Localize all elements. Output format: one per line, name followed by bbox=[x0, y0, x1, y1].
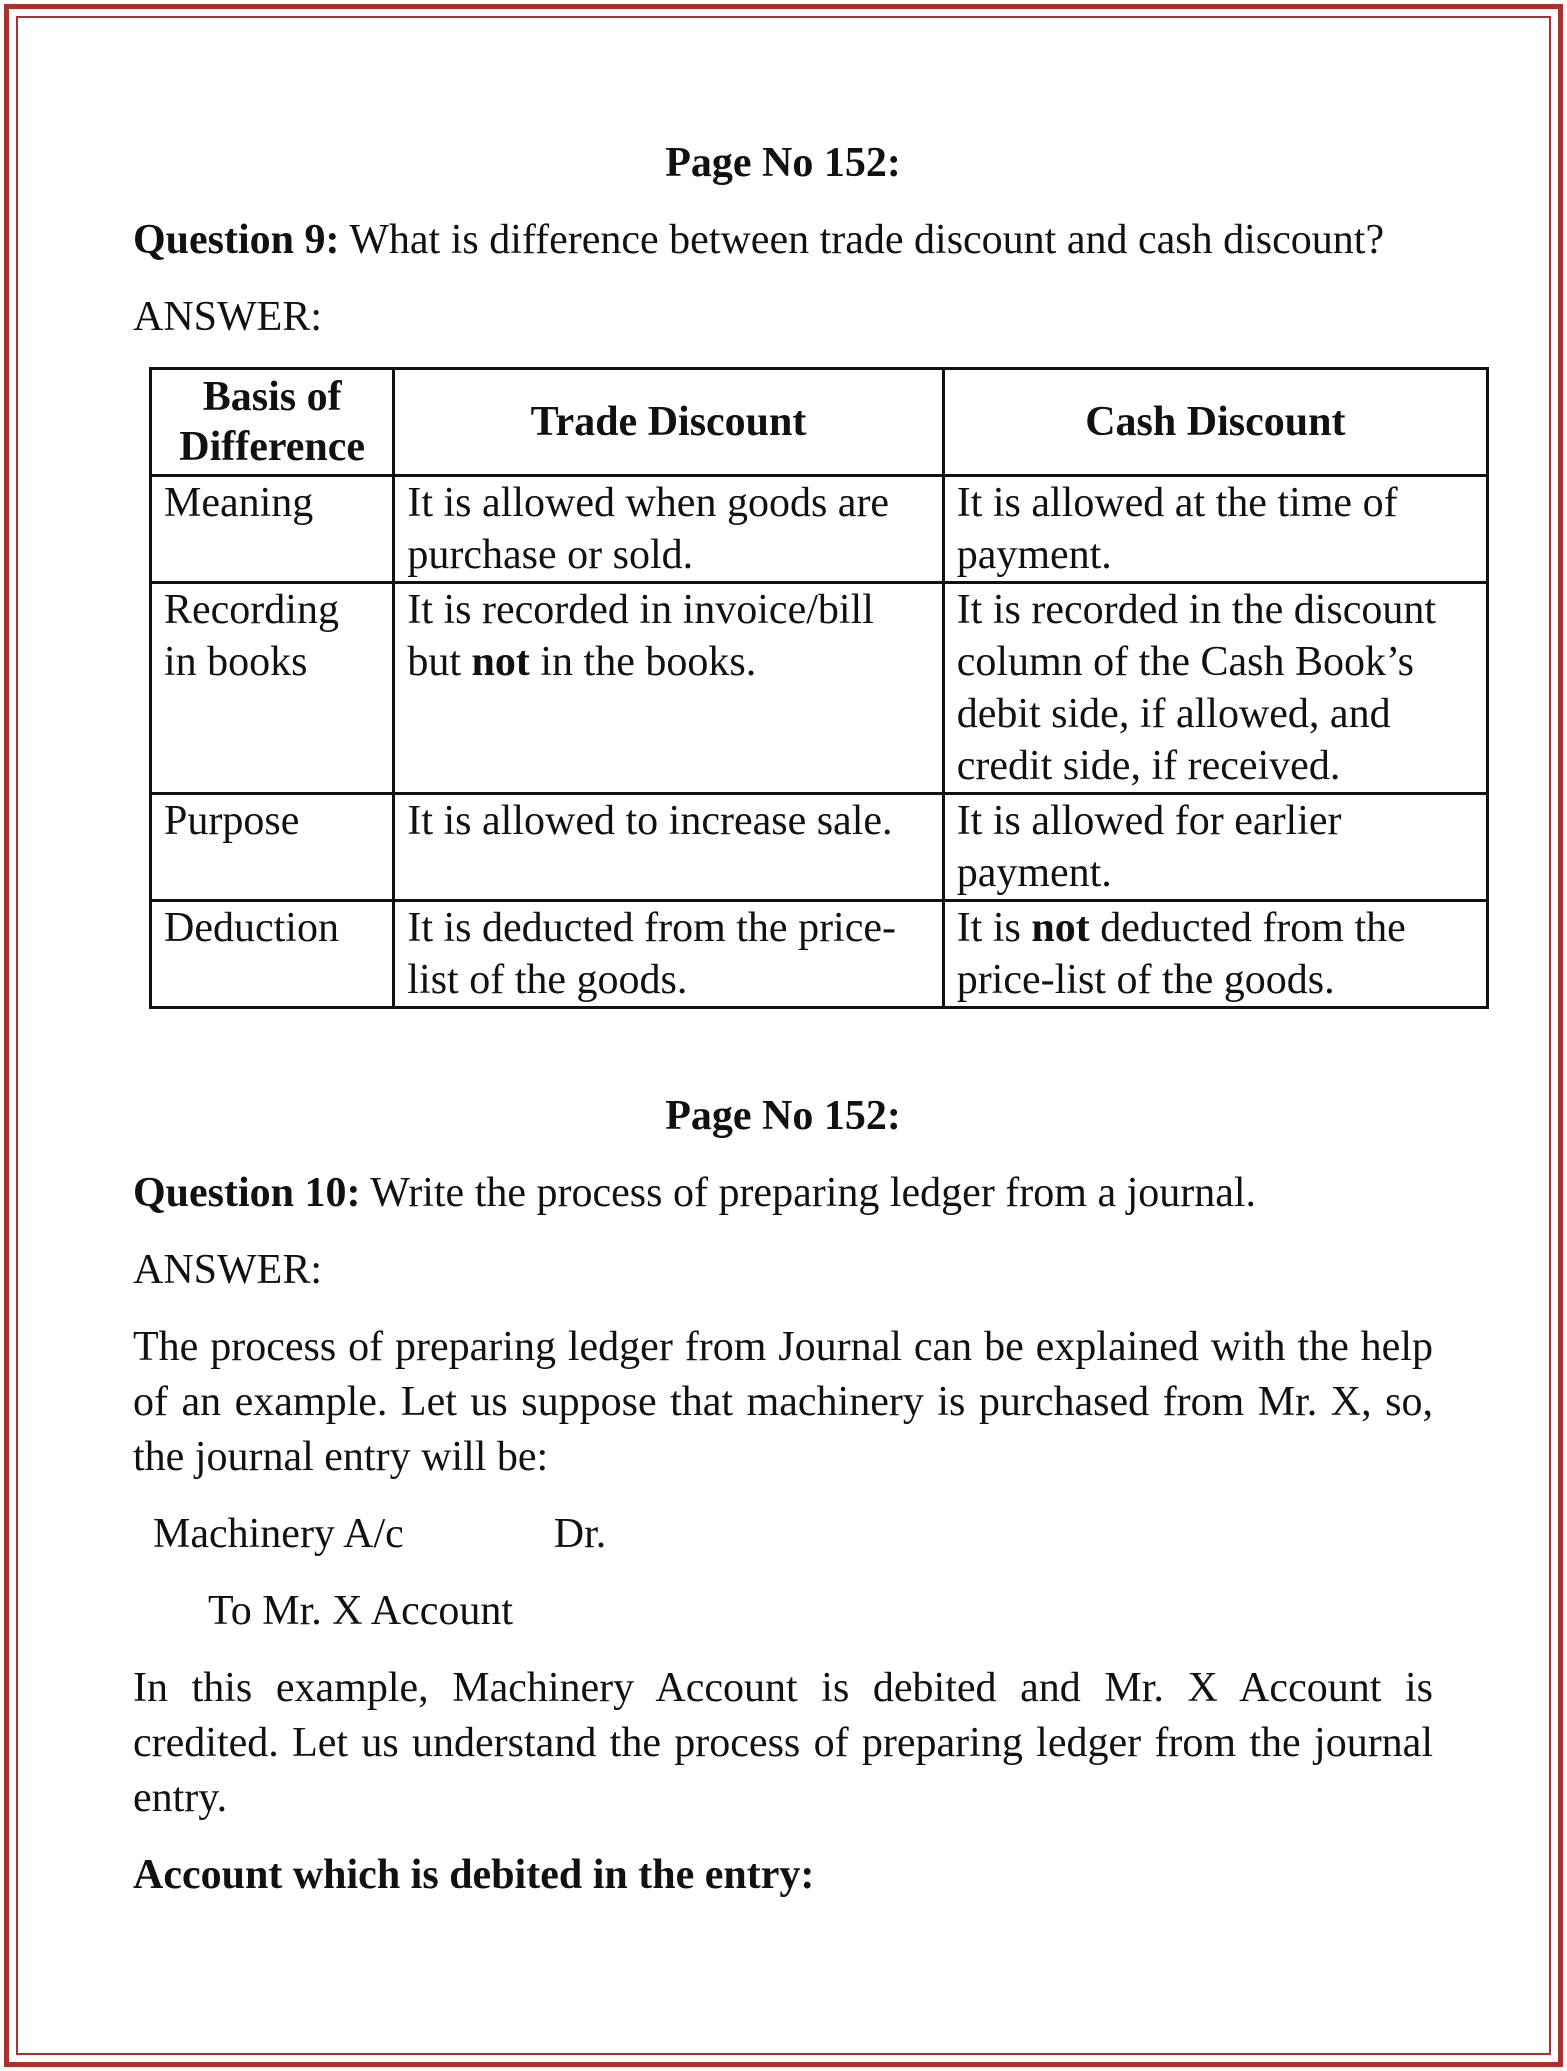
question-label: Question 9: bbox=[133, 217, 340, 263]
table-header-row bbox=[151, 369, 1488, 476]
header-cash-discount: Cash Discount bbox=[943, 369, 1487, 476]
subheading: Account which is debited in the entry: bbox=[133, 1852, 815, 1898]
cell-cash: It is recorded in the discount column of the Cash Book’s debit side, if allowed, and credit side, if received. bbox=[943, 583, 1487, 794]
question-label: Question 10: bbox=[133, 1170, 361, 1216]
journal-entry-credit: To Mr. X Account bbox=[208, 1588, 514, 1634]
document-content bbox=[133, 136, 1437, 1903]
answer-label: ANSWER: bbox=[133, 294, 322, 340]
header-trade-discount: Trade Discount bbox=[394, 369, 943, 476]
cell-text: in the books. bbox=[529, 639, 757, 685]
debit-account: Machinery A/c bbox=[153, 1511, 404, 1557]
cell-text: It is recorded in invoice/bill but bbox=[407, 587, 874, 685]
cell-cash: It is allowed for earlier payment. bbox=[943, 794, 1487, 901]
paragraph: The process of preparing ledger from Journal can be explained with the help of an example. Let us suppose that machinery is purchased from Mr. X, so, the journal entry will be: bbox=[133, 1324, 1433, 1480]
cell-text-bold: not bbox=[471, 639, 530, 685]
cell-basis: Deduction bbox=[151, 901, 394, 1008]
table-row bbox=[151, 583, 1488, 794]
journal-entry-debit bbox=[153, 1507, 1433, 1562]
cell-text: It is bbox=[956, 905, 1032, 951]
cell-text-bold: not bbox=[1031, 905, 1090, 951]
cell-trade: It is allowed to increase sale. bbox=[394, 794, 943, 901]
question-9 bbox=[133, 213, 1433, 268]
table-row bbox=[151, 794, 1488, 901]
paragraph: In this example, Machinery Account is debited and Mr. X Account is credited. Let us understand the process of preparing ledger from the journal entry. bbox=[133, 1665, 1433, 1821]
question-text: What is difference between trade discount and cash discount? bbox=[349, 217, 1385, 263]
header-basis: Basis of Difference bbox=[151, 369, 394, 476]
cell-basis: Recording in books bbox=[151, 583, 394, 794]
cell-cash bbox=[943, 901, 1487, 1008]
page-number-heading: Page No 152: bbox=[665, 1093, 901, 1139]
table-row bbox=[151, 476, 1488, 583]
cell-trade bbox=[394, 583, 943, 794]
difference-table bbox=[149, 367, 1489, 1009]
cell-basis: Meaning bbox=[151, 476, 394, 583]
cell-basis: Purpose bbox=[151, 794, 394, 901]
cell-trade: It is deducted from the price-list of the goods. bbox=[394, 901, 943, 1008]
table-row bbox=[151, 901, 1488, 1008]
page-number-heading: Page No 152: bbox=[665, 140, 901, 186]
question-text: Write the process of preparing ledger from a journal. bbox=[370, 1170, 1257, 1216]
cell-trade: It is allowed when goods are purchase or sold. bbox=[394, 476, 943, 583]
answer-label: ANSWER: bbox=[133, 1247, 322, 1293]
cell-text: deducted from the price-list of the goods. bbox=[956, 905, 1406, 1003]
dr-label: Dr. bbox=[553, 1511, 607, 1557]
question-10 bbox=[133, 1166, 1433, 1221]
cell-cash: It is allowed at the time of payment. bbox=[943, 476, 1487, 583]
